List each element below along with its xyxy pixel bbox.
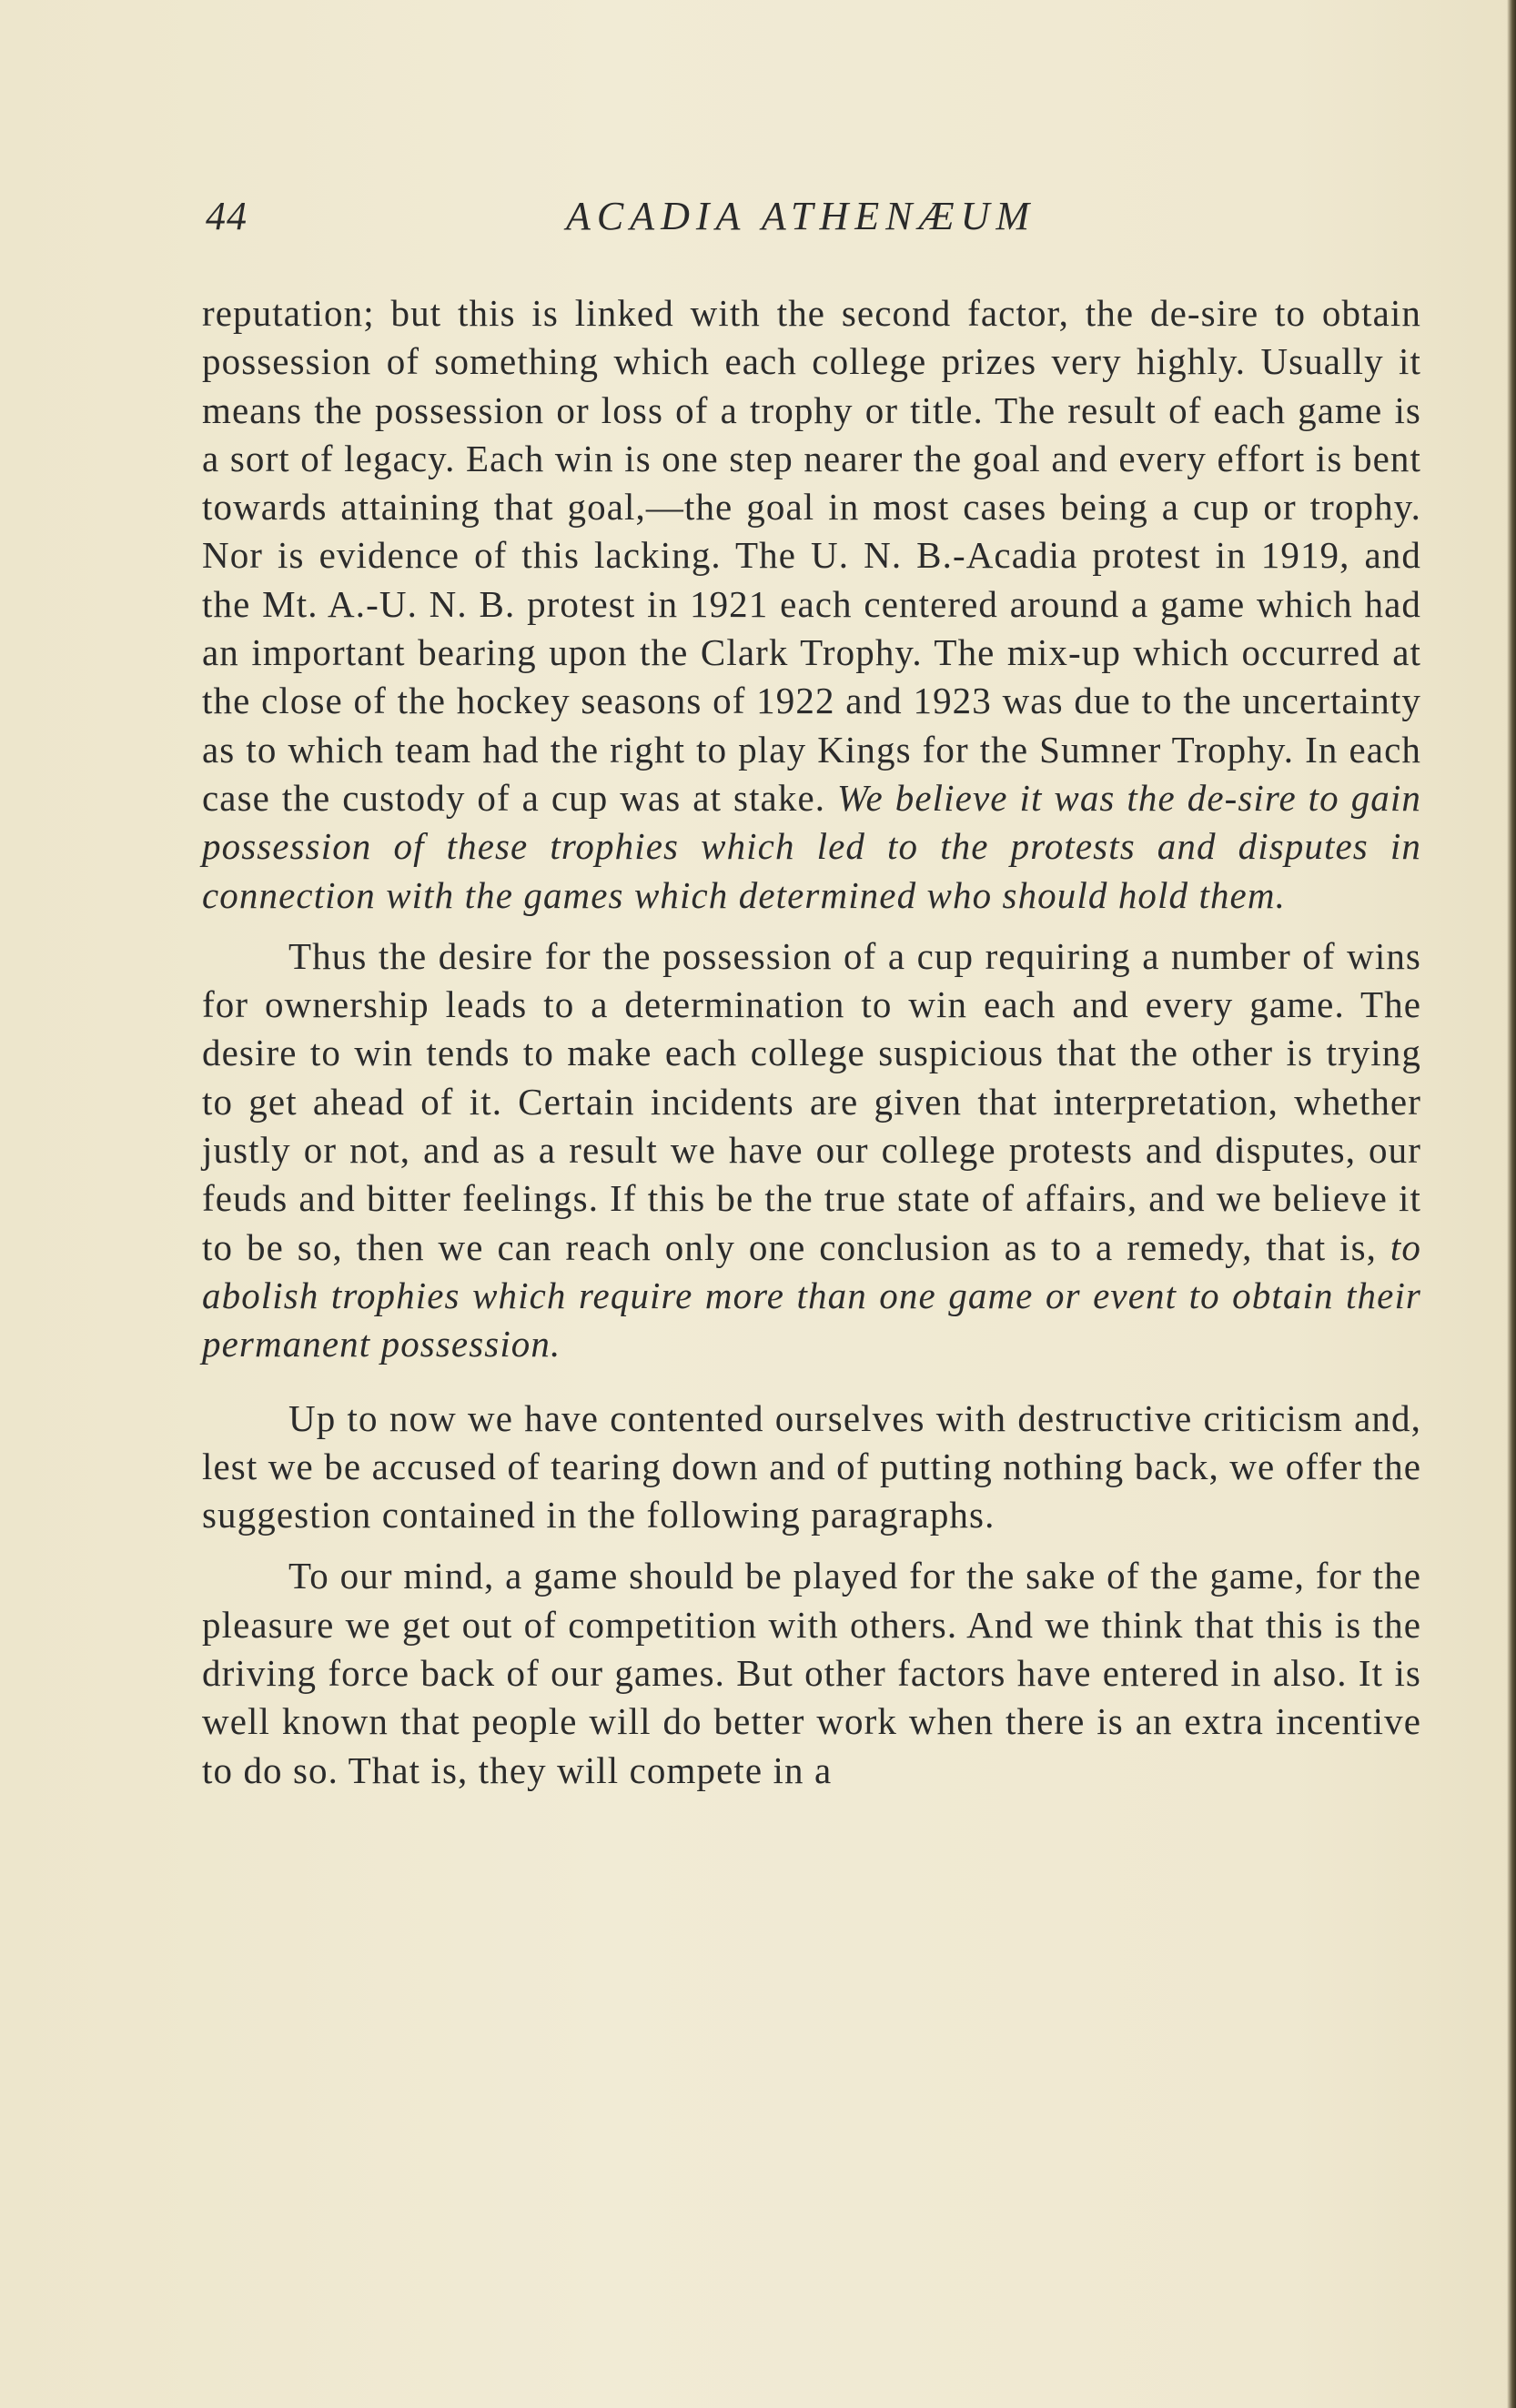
article-body <box>202 289 1421 1795</box>
paragraph-text: Thus the desire for the possession of a cup requiring a number of wins for ownership leads to a determination to win each and every game. The desire to win tends to make each college suspicious that the other is trying to get ahead of it. Certain incidents are given that interpretation, whether justly or not, and as a result we have our college protests and disputes, our feuds and bitter feelings. If this be the true state of affairs, and we believe it to be so, then we can reach only one conclusion as to a remedy, that is, <box>202 934 1421 1268</box>
emphasis-text: to abolish trophies which require more than one game or event to obtain their permanent possession. <box>202 1225 1421 1365</box>
paragraph-4 <box>202 1552 1421 1794</box>
page-number: 44 <box>206 194 248 238</box>
paragraph-1 <box>202 289 1421 920</box>
paragraph-text: reputation; but this is linked with the second factor, the de-sire to obtain possession of something which each college prizes very highly. Usually it means the possession or loss of a trophy or title. The result of each game is a sort of legacy. Each win is one step nearer the goal and every effort is bent towards attaining that goal,—the goal in most cases being a cup or trophy. Nor is evidence of this lacking. The U. N. B.-Acadia protest in 1919, and the Mt. A.-U. N. B. protest in 1921 each centered around a game which had an important bearing upon the Clark Trophy. The mix-up which occurred at the close of the hockey seasons of 1922 and 1923 was due to the uncertainty as to which team had the right to play Kings for the Sumner Trophy. In each case the custody of a cup was at stake. <box>202 292 1421 819</box>
paragraph-text: Up to now we have contented ourselves with destructive criticism and, lest we be accused of tearing down and of putting nothing back, we offer the suggestion contained in the following paragraphs. <box>202 1396 1421 1536</box>
journal-title: ACADIA ATHENÆUM <box>566 194 1036 238</box>
paragraph-2 <box>202 932 1421 1369</box>
paragraph-3 <box>202 1395 1421 1540</box>
page-edge-shadow <box>1507 0 1516 2408</box>
running-head <box>206 193 1416 247</box>
emphasis-text: We believe it was the de-sire to gain possession of these trophies which led to the protests and disputes in connection with the games which determined who should hold them. <box>202 776 1421 916</box>
paragraph-text: To our mind, a game should be played for the sake of the game, for the pleasure we get out of competition with others. And we think that this is the driving force back of our games. But other factors have entered in also. It is well known that people will do better work when there is an extra incentive to do so. That is, they will compete in a <box>202 1555 1421 1791</box>
